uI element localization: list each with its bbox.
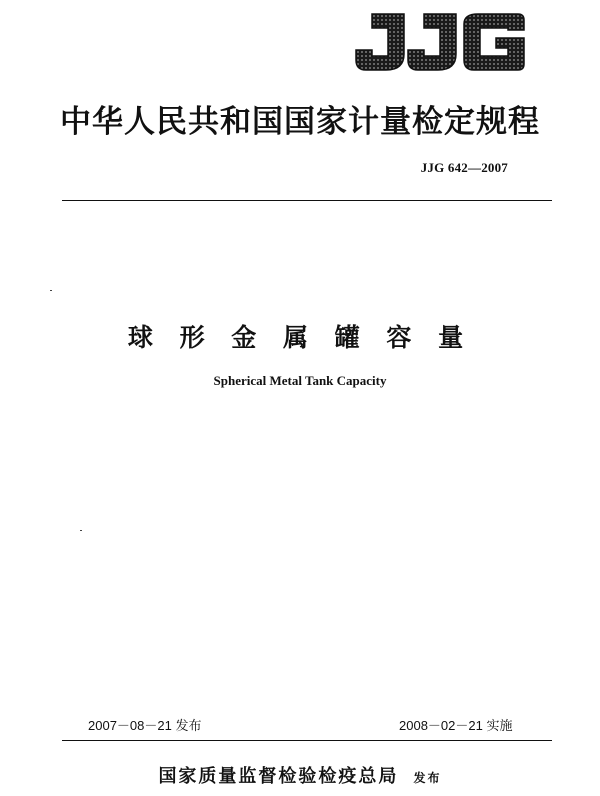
publisher-line — [0, 762, 600, 788]
regulation-series-title: 中华人民共和国国家计量检定规程 — [60, 104, 540, 140]
publisher-name: 国家质量监督检验检疫总局 — [158, 766, 399, 787]
publisher-suffix: 发布 — [413, 771, 442, 785]
top-divider — [62, 200, 552, 201]
document-title-en: Spherical Metal Tank Capacity — [213, 373, 387, 388]
scan-speck — [80, 530, 82, 531]
jjg-logo-icon — [352, 10, 528, 74]
effective-date: 2008－02－21 实施 — [399, 718, 513, 733]
document-title-cn: 球 形 金 属 罐 容 量 — [127, 323, 473, 352]
scan-speck — [50, 290, 52, 291]
regulation-number: JJG 642—2007 — [420, 160, 508, 175]
bottom-divider — [62, 740, 552, 741]
issue-date: 2007－08－21 发布 — [88, 718, 202, 733]
